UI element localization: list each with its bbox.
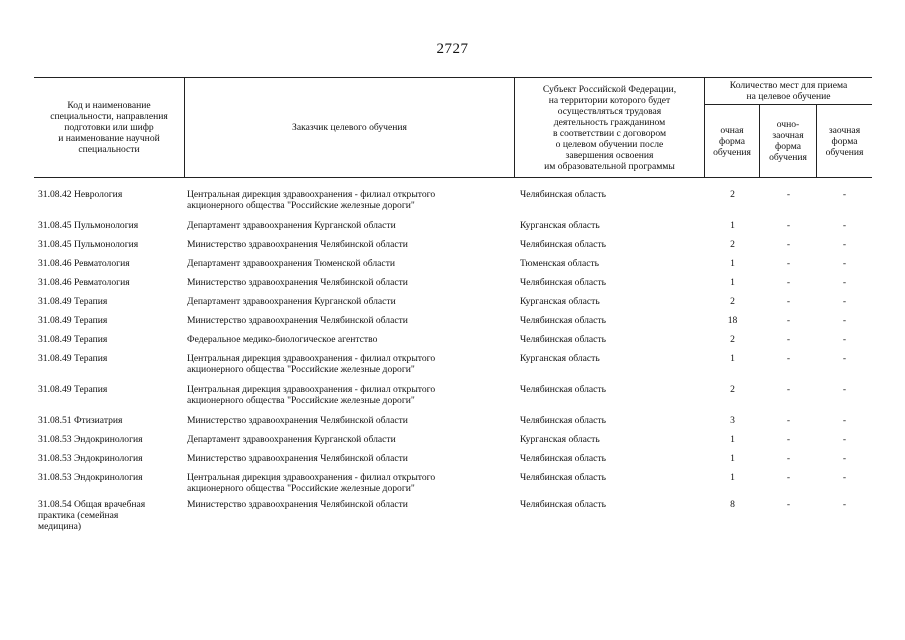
cell-customer — [187, 296, 513, 307]
cell-part-time: - — [786, 453, 791, 464]
cell-customer — [187, 472, 513, 494]
cell-subject: Курганская область — [520, 296, 600, 307]
cell-part-time: - — [786, 334, 791, 345]
text-line: 31.08.49 Терапия — [38, 334, 108, 345]
cell-subject: Челябинская область — [520, 239, 606, 250]
cell-subject: Курганская область — [520, 220, 600, 231]
text-line: Министерство здравоохранения Челябинской области — [187, 499, 408, 510]
cell-full-time: 1 — [730, 220, 735, 231]
cell-part-time: - — [786, 277, 791, 288]
text-line: заочная — [772, 130, 804, 141]
text-line: специальности, направления — [50, 111, 168, 122]
cell-customer — [187, 415, 513, 426]
cell-full-time: 2 — [730, 334, 735, 345]
text-line: в соответствии с договором — [552, 127, 667, 139]
text-line: 31.08.53 Эндокринология — [38, 434, 143, 445]
text-line: Количество мест для приема — [729, 80, 848, 91]
text-line: очно- — [776, 119, 800, 130]
cell-full-time: 1 — [730, 258, 735, 269]
cell-customer — [187, 384, 513, 406]
cell-part-time: - — [786, 434, 791, 445]
text-line: форма — [719, 135, 745, 147]
cell-full-time: 2 — [730, 189, 735, 200]
cell-specialty — [38, 472, 183, 483]
table-row — [34, 315, 872, 334]
cell-customer — [187, 334, 513, 345]
header-places-group — [705, 78, 872, 105]
cell-extramural: - — [842, 258, 847, 269]
table-row — [34, 277, 872, 296]
text-line: Департамент здравоохранения Курганской области — [187, 296, 396, 307]
cell-extramural: - — [842, 453, 847, 464]
text-line: Центральная дирекция здравоохранения - филиал открытого — [187, 353, 436, 364]
header-part-time-column — [760, 105, 817, 177]
text-line: форма — [831, 135, 858, 147]
cell-full-time: 1 — [730, 353, 735, 364]
cell-subject: Курганская область — [520, 353, 600, 364]
text-line: заочная — [828, 124, 861, 136]
cell-extramural: - — [842, 472, 847, 483]
table-row — [34, 415, 872, 434]
cell-subject: Челябинская область — [520, 315, 606, 326]
text-line: Центральная дирекция здравоохранения - филиал открытого — [187, 472, 436, 483]
cell-part-time: - — [786, 258, 791, 269]
header-subject-column — [515, 78, 705, 177]
text-line: Департамент здравоохранения Тюменской области — [187, 258, 396, 269]
text-line: на целевое обучение — [746, 91, 831, 102]
cell-part-time: - — [786, 472, 791, 483]
text-line: 31.08.46 Ревматология — [38, 277, 130, 288]
table-row — [34, 220, 872, 239]
cell-subject: Челябинская область — [520, 384, 606, 395]
text-line: Центральная дирекция здравоохранения - филиал открытого — [187, 384, 436, 395]
text-line: обучения — [825, 146, 864, 158]
table-row — [34, 499, 872, 539]
cell-extramural: - — [842, 296, 847, 307]
cell-extramural: - — [842, 277, 847, 288]
cell-specialty — [38, 434, 183, 445]
text-line: Департамент здравоохранения Курганской области — [187, 220, 396, 231]
table-body — [34, 189, 872, 539]
text-line: Министерство здравоохранения Челябинской области — [187, 277, 408, 288]
cell-subject: Тюменская область — [520, 258, 600, 269]
cell-full-time: 2 — [730, 384, 735, 395]
text-line: акционерного общества "Российские железные дороги" — [187, 395, 415, 406]
text-line: Код и наименование — [67, 100, 151, 111]
text-line: 31.08.51 Фтизиатрия — [38, 415, 123, 426]
table-header — [34, 77, 872, 178]
text-line: 31.08.46 Ревматология — [38, 258, 130, 269]
table-row — [34, 472, 872, 499]
text-line: очная — [720, 124, 744, 136]
text-line: форма — [775, 141, 801, 152]
text-line: 31.08.53 Эндокринология — [38, 453, 143, 464]
cell-specialty — [38, 277, 183, 288]
cell-extramural: - — [842, 315, 847, 326]
cell-specialty — [38, 189, 183, 200]
text-line: медицина) — [38, 521, 82, 532]
cell-specialty — [38, 239, 183, 250]
text-line: им образовательной программы — [544, 160, 675, 172]
cell-subject: Челябинская область — [520, 334, 606, 345]
text-line: на территории которого будет — [548, 94, 671, 106]
header-extramural-column — [817, 105, 872, 177]
text-line: деятельность гражданином — [553, 116, 666, 128]
text-line: акционерного общества "Российские железные дороги" — [187, 364, 415, 375]
text-line: акционерного общества "Российские железные дороги" — [187, 483, 415, 494]
cell-customer — [187, 315, 513, 326]
cell-customer — [187, 258, 513, 269]
cell-customer — [187, 353, 513, 375]
cell-specialty — [38, 296, 183, 307]
cell-extramural: - — [842, 353, 847, 364]
text-line: завершения освоения — [565, 149, 654, 161]
cell-customer — [187, 453, 513, 464]
text-line: Субъект Российской Федерации, — [542, 83, 677, 95]
text-line: о целевом обучении после — [555, 138, 664, 150]
targeted-training-table — [34, 77, 872, 539]
text-line: 31.08.45 Пульмонология — [38, 220, 139, 231]
table-row — [34, 239, 872, 258]
cell-subject: Челябинская область — [520, 499, 606, 510]
cell-customer — [187, 189, 513, 211]
table-row — [34, 434, 872, 453]
page-number: 2727 — [436, 41, 469, 57]
text-line: Министерство здравоохранения Челябинской области — [187, 239, 408, 250]
text-line: 31.08.49 Терапия — [38, 384, 108, 395]
cell-part-time: - — [786, 296, 791, 307]
cell-part-time: - — [786, 353, 791, 364]
header-full-time-column — [705, 105, 760, 177]
cell-subject: Челябинская область — [520, 453, 606, 464]
cell-part-time: - — [786, 315, 791, 326]
cell-full-time: 2 — [730, 239, 735, 250]
cell-part-time: - — [786, 220, 791, 231]
cell-full-time: 1 — [730, 277, 735, 288]
text-line: акционерного общества "Российские железные дороги" — [187, 200, 415, 211]
cell-full-time: 1 — [730, 434, 735, 445]
text-line: обучения — [713, 146, 751, 158]
cell-customer — [187, 239, 513, 250]
text-line: Центральная дирекция здравоохранения - филиал открытого — [187, 189, 436, 200]
text-line: 31.08.49 Терапия — [38, 315, 108, 326]
cell-customer — [187, 434, 513, 445]
cell-full-time: 18 — [727, 315, 738, 326]
text-line: 31.08.54 Общая врачебная — [38, 499, 146, 510]
cell-customer — [187, 277, 513, 288]
header-code-column — [34, 78, 185, 177]
cell-specialty — [38, 453, 183, 464]
text-line: Министерство здравоохранения Челябинской области — [187, 315, 408, 326]
table-row — [34, 189, 872, 220]
table-row — [34, 334, 872, 353]
cell-subject: Курганская область — [520, 434, 600, 445]
text-line: Департамент здравоохранения Курганской области — [187, 434, 396, 445]
cell-specialty — [38, 220, 183, 231]
cell-customer — [187, 220, 513, 231]
cell-subject: Челябинская область — [520, 472, 606, 483]
cell-full-time: 1 — [730, 472, 735, 483]
cell-part-time: - — [786, 239, 791, 250]
cell-extramural: - — [842, 415, 847, 426]
text-line: Министерство здравоохранения Челябинской области — [187, 415, 408, 426]
cell-full-time: 3 — [730, 415, 735, 426]
cell-extramural: - — [842, 334, 847, 345]
text-line: осуществляться трудовая — [557, 105, 662, 117]
cell-specialty — [38, 499, 183, 532]
table-row — [34, 258, 872, 277]
cell-extramural: - — [842, 384, 847, 395]
cell-full-time: 2 — [730, 296, 735, 307]
header-customer-column — [185, 78, 515, 177]
cell-full-time: 8 — [730, 499, 735, 510]
cell-specialty — [38, 415, 183, 426]
text-line: 31.08.49 Терапия — [38, 296, 108, 307]
cell-specialty — [38, 315, 183, 326]
text-line: обучения — [769, 152, 807, 163]
cell-specialty — [38, 353, 183, 364]
cell-part-time: - — [786, 384, 791, 395]
cell-part-time: - — [786, 499, 791, 510]
cell-extramural: - — [842, 499, 847, 510]
cell-extramural: - — [842, 434, 847, 445]
text-line: 31.08.42 Неврология — [38, 189, 123, 200]
text-line: специальности — [78, 144, 140, 155]
cell-part-time: - — [786, 189, 791, 200]
text-line: 31.08.53 Эндокринология — [38, 472, 143, 483]
table-row — [34, 353, 872, 384]
cell-subject: Челябинская область — [520, 415, 606, 426]
cell-extramural: - — [842, 220, 847, 231]
text-line: Министерство здравоохранения Челябинской области — [187, 453, 408, 464]
cell-specialty — [38, 384, 183, 395]
cell-part-time: - — [786, 415, 791, 426]
cell-subject: Челябинская область — [520, 277, 606, 288]
cell-specialty — [38, 334, 183, 345]
text-line: и наименование научной — [58, 133, 160, 144]
text-line: Заказчик целевого обучения — [292, 122, 407, 133]
cell-extramural: - — [842, 239, 847, 250]
text-line: Федеральное медико-биологическое агентство — [187, 334, 378, 345]
table-row — [34, 384, 872, 415]
table-row — [34, 296, 872, 315]
cell-full-time: 1 — [730, 453, 735, 464]
cell-subject: Челябинская область — [520, 189, 606, 200]
text-line: 31.08.49 Терапия — [38, 353, 108, 364]
cell-specialty — [38, 258, 183, 269]
text-line: практика (семейная — [38, 510, 119, 521]
cell-extramural: - — [842, 189, 847, 200]
cell-customer — [187, 499, 513, 510]
table-row — [34, 453, 872, 472]
text-line: подготовки или шифр — [64, 122, 154, 133]
text-line: 31.08.45 Пульмонология — [38, 239, 139, 250]
